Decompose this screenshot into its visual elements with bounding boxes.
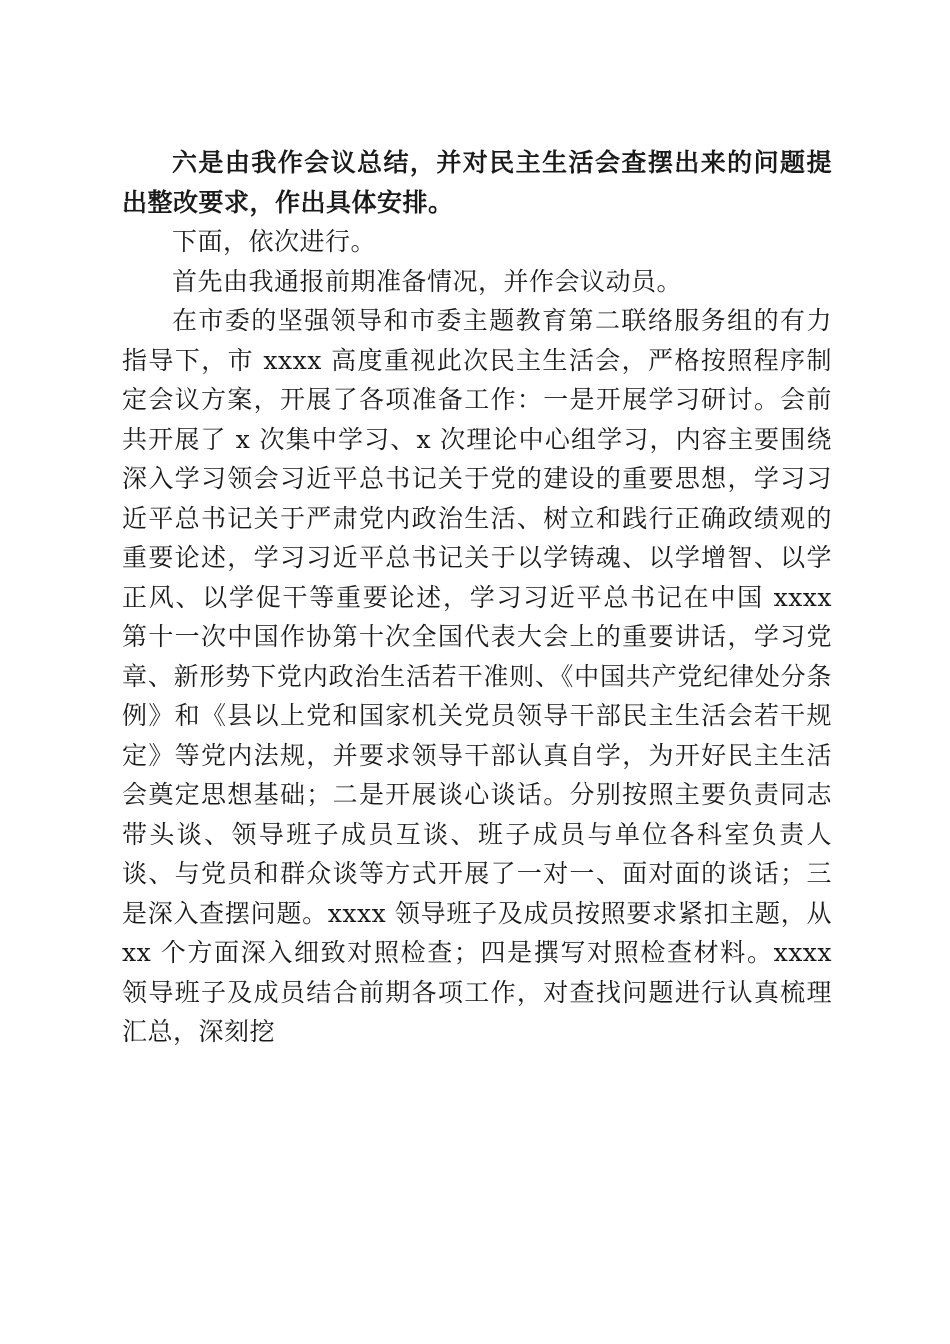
document-body — [122, 143, 832, 1052]
paragraph-summary-item: 六是由我作会议总结，并对民主生活会查摆出来的问题提出整改要求，作出具体安排。 — [122, 148, 832, 217]
paragraph-proceed: 下面，依次进行。 — [172, 227, 377, 256]
paragraph-briefing-intro: 首先由我通报前期准备情况，并作会议动员。 — [172, 266, 683, 296]
paragraph-preparation-details: 在市委的坚强领导和市委主题教育第二联络服务组的有力指导下，市 xxxx 高度重视此次民主生活会，严格按照程序制定会议方案，开展了各项准备工作：一是开展学习研讨。会前共开展了 x 次集中学习、x 次理论中心组学习，内容主要围绕深入学习领会习近平总书记关于党的建设的重要思想，学习习近平总书记关于严肃党内政治生活、树立和践行正确政绩观的重要论述，学习习近平总书记关于以学铸魂、以学增智、以学正风、以学促干等重要论述，学习习近平总书记在中国 xxxx 第十一次中国作协第十次全国代表大会上的重要讲话，学习党章、新形势下党内政治生活若干准则、《中国共产党纪律处分条例》和《县以上党和国家机关党员领导干部民主生活会若干规定》等党内法规，并要求领导干部认真自学，为开好民主生活会奠定思想基础；二是开展谈心谈话。分别按照主要负责同志带头谈、领导班子成员互谈、班子成员与单位各科室负责人谈、与党员和群众谈等方式开展了一对一、面对面的谈话；三是深入查摆问题。xxxx 领导班子及成员按照要求紧扣主题，从 xx 个方面深入细致对照检查；四是撰写对照检查材料。xxxx 领导班子及成员结合前期各项工作，对查找问题进行认真梳理汇总，深刻挖 — [122, 306, 832, 1046]
